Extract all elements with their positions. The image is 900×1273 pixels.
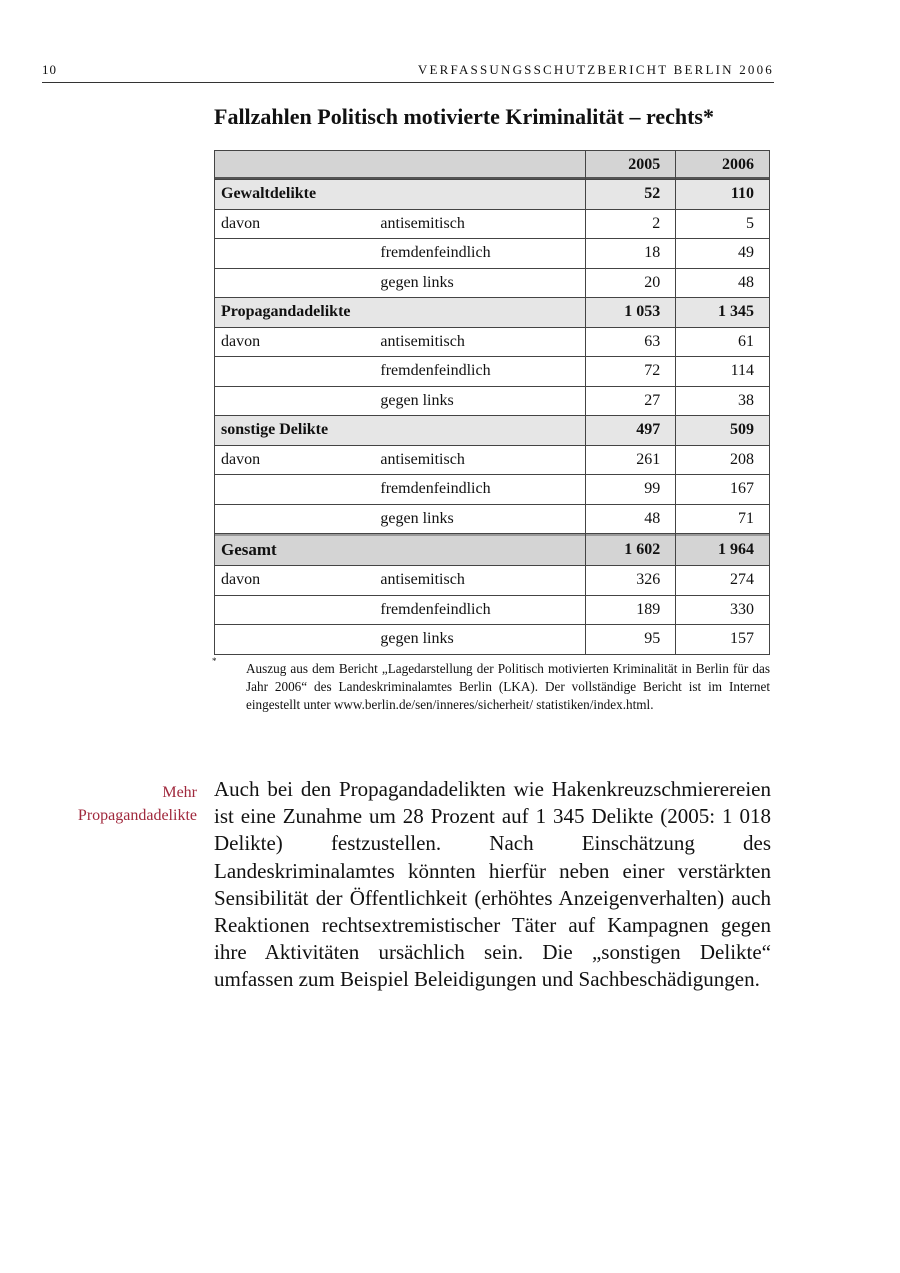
value-2005-cell: 1 602	[586, 534, 676, 566]
value-2005-cell: 2	[586, 209, 676, 239]
value-2006-cell: 48	[676, 268, 770, 298]
row-label-cell	[215, 239, 375, 269]
table-row-sub	[215, 504, 770, 534]
row-label-cell	[215, 268, 375, 298]
value-2005-cell: 497	[586, 416, 676, 446]
row-category-label: sonstige Delikte	[215, 416, 586, 446]
table-title: Fallzahlen Politisch motivierte Kriminalität – rechts*	[214, 104, 714, 129]
value-2006-cell: 5	[676, 209, 770, 239]
header-blank-cell	[215, 151, 586, 180]
value-2006-cell: 208	[676, 445, 770, 475]
row-label-cell: davon	[215, 445, 375, 475]
row-sublabel-cell: antisemitisch	[374, 445, 586, 475]
value-2006-cell: 114	[676, 357, 770, 387]
column-header-2005: 2005	[586, 151, 676, 180]
value-2005-cell: 20	[586, 268, 676, 298]
margin-note	[40, 781, 197, 827]
value-2005-cell: 99	[586, 475, 676, 505]
row-sublabel-cell: gegen links	[374, 625, 586, 655]
column-header-2006: 2006	[676, 151, 770, 180]
row-sublabel-cell: fremdenfeindlich	[374, 357, 586, 387]
value-2006-cell: 1 345	[676, 298, 770, 328]
row-sublabel-cell: gegen links	[374, 268, 586, 298]
table-row-sub	[215, 268, 770, 298]
row-sublabel-cell: antisemitisch	[374, 209, 586, 239]
value-2005-cell: 63	[586, 327, 676, 357]
row-category-label: Gesamt	[215, 534, 586, 566]
table-row-sub	[215, 239, 770, 269]
row-category-label: Propagandadelikte	[215, 298, 586, 328]
table-header-row	[215, 151, 770, 180]
row-category-label: Gewaltdelikte	[215, 180, 586, 210]
row-label-cell	[215, 504, 375, 534]
page-header	[42, 62, 774, 83]
row-sublabel-cell: antisemitisch	[374, 327, 586, 357]
row-label-cell: davon	[215, 327, 375, 357]
value-2005-cell: 95	[586, 625, 676, 655]
table-row-sub	[215, 475, 770, 505]
table-row-category	[215, 298, 770, 328]
value-2006-cell: 1 964	[676, 534, 770, 566]
row-sublabel-cell: fremdenfeindlich	[374, 475, 586, 505]
value-2005-cell: 261	[586, 445, 676, 475]
table-row-sub	[215, 209, 770, 239]
row-label-cell: davon	[215, 566, 375, 596]
value-2006-cell: 110	[676, 180, 770, 210]
row-label-cell	[215, 357, 375, 387]
value-2005-cell: 1 053	[586, 298, 676, 328]
value-2006-cell: 274	[676, 566, 770, 596]
value-2005-cell: 326	[586, 566, 676, 596]
table-row-sub	[215, 386, 770, 416]
value-2005-cell: 27	[586, 386, 676, 416]
value-2006-cell: 38	[676, 386, 770, 416]
row-sublabel-cell: gegen links	[374, 386, 586, 416]
running-head: VERFASSUNGSSCHUTZBERICHT BERLIN 2006	[417, 62, 774, 77]
row-sublabel-cell: antisemitisch	[374, 566, 586, 596]
value-2006-cell: 49	[676, 239, 770, 269]
value-2006-cell: 61	[676, 327, 770, 357]
row-sublabel-cell: fremdenfeindlich	[374, 595, 586, 625]
page-number: 10	[42, 62, 57, 77]
row-label-cell	[215, 595, 375, 625]
value-2005-cell: 18	[586, 239, 676, 269]
value-2005-cell: 72	[586, 357, 676, 387]
row-label-cell	[215, 625, 375, 655]
footnote-marker: *	[212, 656, 217, 666]
footnote-text: Auszug aus dem Bericht „Lagedarstellung der Politisch motivierten Kriminalität in Berlin für das Jahr 2006“ des Landeskriminalamtes Berlin (LKA). Der vollständige Bericht ist im Internet eingestellt unter www.berlin.de/sen/inneres/sicherheit/ statistiken/index.html.	[246, 661, 770, 712]
value-2006-cell: 509	[676, 416, 770, 446]
table-row-sub	[215, 445, 770, 475]
value-2005-cell: 189	[586, 595, 676, 625]
table-row-total	[215, 534, 770, 566]
table-row-sub	[215, 327, 770, 357]
body-paragraph: Auch bei den Propagandadelikten wie Hakenkreuzschmierereien ist eine Zunahme um 28 Prozent auf 1 345 Delikte (2005: 1 018 Delikte) festzustellen. Nach Einschätzung des Landeskriminalamtes könnten hierfür neben einer verstärkten Sensibilität der Öffentlichkeit (erhöhtes Anzeigenverhalten) auch Reaktionen rechtsextremistischer Täter auf Kampagnen gegen ihre Aktivitäten ursächlich sein. Die „sonstigen Delikte“ umfassen zum Beispiel Beleidigungen und Sachbeschädigungen.	[214, 777, 771, 992]
row-label-cell	[215, 475, 375, 505]
value-2005-cell: 48	[586, 504, 676, 534]
row-label-cell	[215, 386, 375, 416]
table-row-category	[215, 180, 770, 210]
value-2005-cell: 52	[586, 180, 676, 210]
margin-note-line-2: Propagandadelikte	[77, 807, 197, 824]
table-row-category	[215, 416, 770, 446]
value-2006-cell: 157	[676, 625, 770, 655]
table-row-sub	[215, 625, 770, 655]
value-2006-cell: 330	[676, 595, 770, 625]
row-sublabel-cell: gegen links	[374, 504, 586, 534]
crime-statistics-table	[214, 150, 770, 655]
row-label-cell: davon	[215, 209, 375, 239]
table-row-sub	[215, 566, 770, 596]
margin-note-line-1: Mehr	[162, 784, 197, 801]
table-row-sub	[215, 357, 770, 387]
table-row-sub	[215, 595, 770, 625]
value-2006-cell: 71	[676, 504, 770, 534]
value-2006-cell: 167	[676, 475, 770, 505]
row-sublabel-cell: fremdenfeindlich	[374, 239, 586, 269]
